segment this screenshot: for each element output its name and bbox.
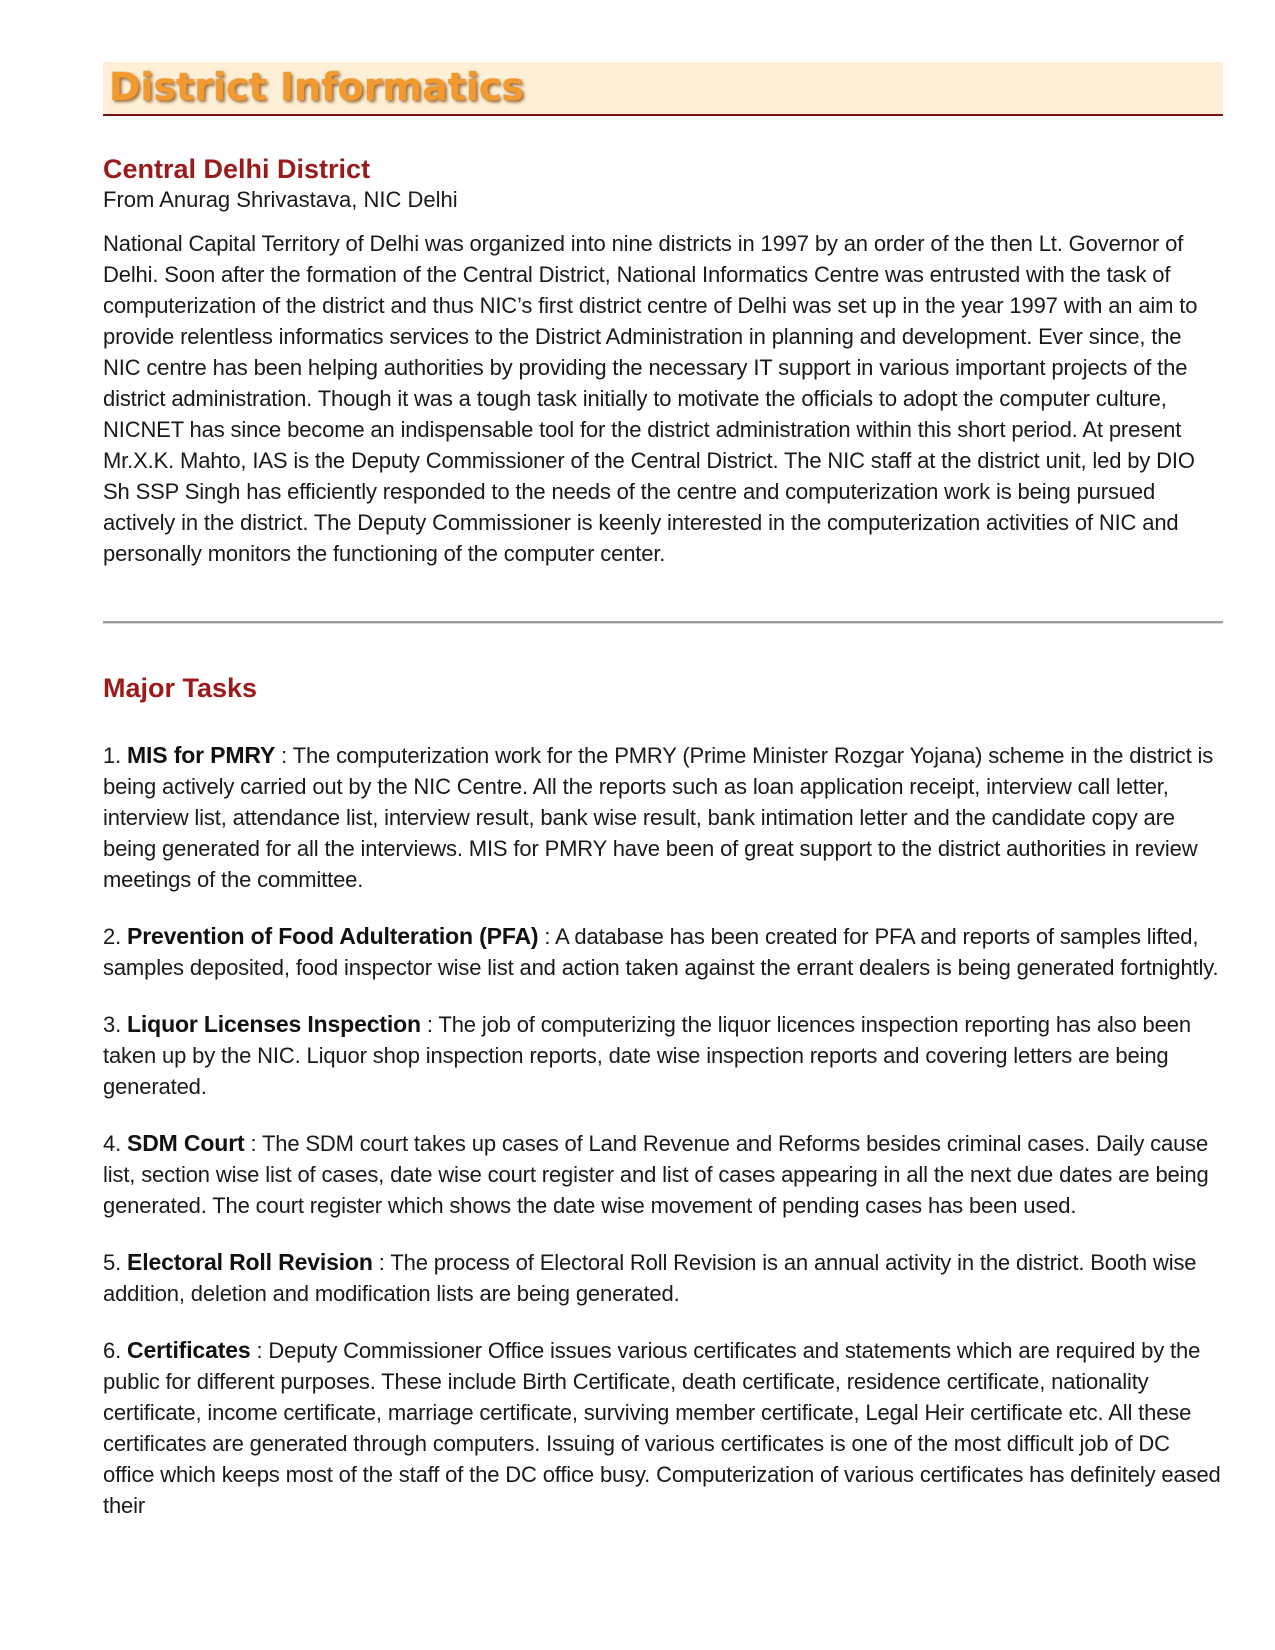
task-name: Prevention of Food Adulteration (PFA): [127, 923, 539, 949]
task-name: Electoral Roll Revision: [127, 1249, 373, 1275]
task-item-certificates: [103, 1335, 1223, 1521]
task-number: 5.: [103, 1250, 122, 1275]
task-number: 6.: [103, 1338, 122, 1363]
header-banner: [103, 62, 1223, 116]
task-description: : A database has been created for PFA and reports of samples lifted, samples deposited, food inspector wise list and action taken against the errant dealers is being generated fortnightly.: [103, 924, 1219, 980]
task-item-electoral-roll: [103, 1247, 1223, 1309]
task-description: : The process of Electoral Roll Revision is an annual activity in the district. Booth wise addition, deletion and modification lists are being generated.: [103, 1250, 1197, 1306]
task-number: 4.: [103, 1131, 122, 1156]
article-byline: From Anurag Shrivastava, NIC Delhi: [103, 187, 458, 212]
page: [103, 62, 1223, 1547]
task-description: : The SDM court takes up cases of Land Revenue and Reforms besides criminal cases. Daily cause list, section wise list of cases, date wise court register and list of cases appearing in all the next due dates are being generated. The court register which shows the date wise movement of pending cases has been used.: [103, 1131, 1209, 1218]
task-list: [103, 740, 1223, 1521]
intro-paragraph: National Capital Territory of Delhi was organized into nine districts in 1997 by an order of the then Lt. Governor of Delhi. Soon after the formation of the Central District, National Informatics Centre was entrusted with the task of computerization of the district and thus NIC’s first district centre of Delhi was set up in the year 1997 with an aim to provide relentless informatics services to the District Administration in planning and development. Ever since, the NIC centre has been helping authorities by providing the necessary IT support in various important projects of the district administration. Though it was a tough task initially to motivate the officials to adopt the computer culture, NICNET has since become an indispensable tool for the district administration within this short period. At present Mr.X.K. Mahto, IAS is the Deputy Commissioner of the Central District. The NIC staff at the district unit, led by DIO Sh SSP Singh has efficiently responded to the needs of the centre and computerization work is being pursued actively in the district. The Deputy Commissioner is keenly interested in the computerization activities of NIC and personally monitors the functioning of the computer center.: [103, 231, 1198, 566]
task-item-mis-pmry: [103, 740, 1223, 895]
task-number: 3.: [103, 1012, 122, 1037]
task-description: : The computerization work for the PMRY (Prime Minister Rozgar Yojana) scheme in the district is being actively carried out by the NIC Centre. All the reports such as loan application receipt, interview call letter, interview list, attendance list, interview result, bank wise result, bank intimation letter and the candidate copy are being generated for all the interviews. MIS for PMRY have been of great support to the district authorities in review meetings of the committee.: [103, 743, 1214, 892]
task-number: 1.: [103, 743, 122, 768]
task-name: Certificates: [127, 1337, 251, 1363]
task-description: : The job of computerizing the liquor licences inspection reporting has also been taken up by the NIC. Liquor shop inspection reports, date wise inspection reports and covering letters are being generated.: [103, 1012, 1191, 1099]
task-description: : Deputy Commissioner Office issues various certificates and statements which are required by the public for different purposes. These include Birth Certificate, death certificate, residence certificate, nationality certificate, income certificate, marriage certificate, surviving member certificate, Legal Heir certificate etc. All these certificates are generated through computers. Issuing of various certificates is one of the most difficult job of DC office which keeps most of the staff of the DC office busy. Computerization of various certificates has definitely eased their: [103, 1338, 1221, 1518]
task-number: 2.: [103, 924, 122, 949]
task-item-pfa: [103, 921, 1223, 983]
task-name: MIS for PMRY: [127, 742, 276, 768]
major-tasks-heading: Major Tasks: [103, 673, 258, 703]
task-name: Liquor Licenses Inspection: [127, 1011, 421, 1037]
article-title: Central Delhi District: [103, 154, 371, 184]
task-item-liquor-licenses: [103, 1009, 1223, 1102]
task-item-sdm-court: [103, 1128, 1223, 1221]
banner-title: District Informatics: [109, 65, 525, 109]
task-name: SDM Court: [127, 1130, 245, 1156]
